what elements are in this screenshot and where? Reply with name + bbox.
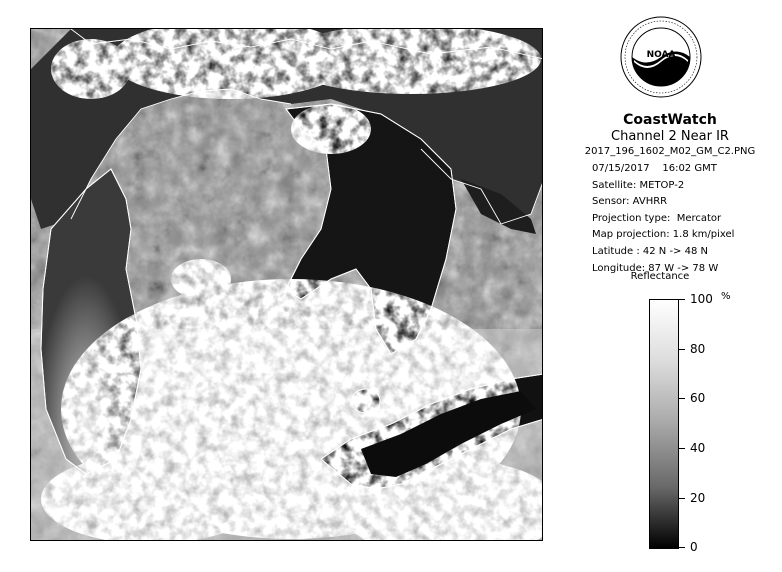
colorbar-tick: [679, 547, 685, 548]
image-filename: 2017_196_1602_M02_GM_C2.PNG: [584, 146, 756, 157]
map-projection: Map projection: 1.8 km/pixel: [592, 229, 735, 240]
colorbar-tick-label: 100: [690, 292, 713, 306]
colorbar-tick-label: 20: [690, 491, 706, 505]
colorbar-title: Reflectance: [630, 271, 690, 282]
satellite-map: [30, 28, 543, 541]
latitude-range: Latitude : 42 N -> 48 N: [592, 246, 708, 257]
great-lakes-image: [31, 29, 543, 541]
colorbar-tick-label: 40: [690, 441, 706, 455]
date-time: 07/15/2017 16:02 GMT: [592, 163, 717, 174]
colorbar-tick: [679, 299, 685, 300]
noaa-logo-text: NOAA: [646, 50, 676, 60]
noaa-logo: [620, 16, 702, 98]
colorbar-tick-label: 80: [690, 342, 706, 356]
sensor-info: Sensor: AVHRR: [592, 196, 668, 207]
satellite-info: Satellite: METOP-2: [592, 180, 685, 191]
colorbar-tick-label: 60: [690, 391, 706, 405]
product-title: CoastWatch: [623, 112, 717, 128]
colorbar-tick: [679, 349, 685, 350]
colorbar-tick-label: 0: [690, 540, 698, 554]
colorbar-tick: [679, 398, 685, 399]
longitude-range: Longitude: 87 W -> 78 W: [592, 263, 719, 274]
projection-type: Projection type: Mercator: [592, 213, 722, 224]
reflectance-colorbar: [649, 299, 679, 549]
channel-subtitle: Channel 2 Near IR: [611, 129, 729, 144]
colorbar-tick: [679, 448, 685, 449]
colorbar-tick: [679, 498, 685, 499]
colorbar-unit: %: [721, 291, 731, 302]
